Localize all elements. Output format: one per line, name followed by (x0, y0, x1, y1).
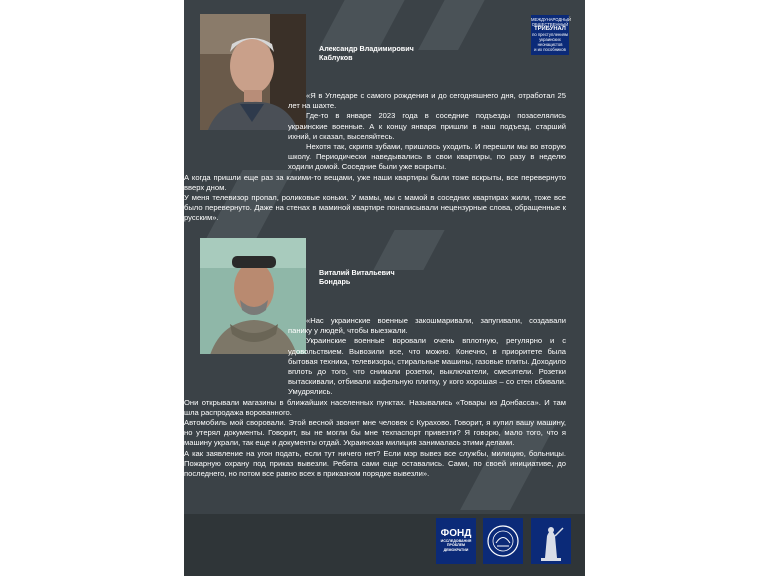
testimony-paragraph: Где-то в январе 2023 года в соседние подъезды позаселялись украинские военные. А к концу января пришли в наш подъезд, старший ихний, и сказал, выселяйтесь. (288, 111, 566, 141)
testimony-paragraph: А когда пришли еще раз за какими-то вещами, уже наши квартиры были тоже вскрыты, все перевернуто вверх дном. (184, 172, 566, 192)
person1-last-name: Каблуков (319, 53, 353, 62)
fond-logo (436, 518, 476, 564)
testimony-paragraph: Украинские военные воровали очень вплотную, регулярно и с удовольствием. Вывозили все, что можно. Конечно, в приоритете была бытовая техника, телевизоры, стиральные машины, газовые плиты. Доходило вплоть до того, что снимали розетки, выключатели, смесители. Розетки вытаскивали, отбивали кафельную плитку, у кого хорошая – со стен сбивали. Умудрялись. (288, 336, 566, 397)
tribunal-line: и их пособников (534, 47, 566, 52)
testimony-paragraph: «Я в Угледаре с самого рождения и до сегодняшнего дня, отработал 25 лет на шахте. (288, 91, 566, 111)
person1-first-name: Александр Владимирович (319, 44, 414, 53)
tribunal-line: МЕЖДУНАРОДНЫЙ (531, 17, 571, 22)
tribunal-line: украинских (539, 37, 561, 42)
tribunal-line: по преступлениям (532, 32, 568, 37)
footer-bar (184, 514, 585, 576)
decor-stripe (418, 0, 490, 50)
statue-emblem-icon (531, 518, 571, 564)
tribunal-title: ТРИБУНАЛ (534, 26, 566, 32)
person2-testimony (184, 316, 566, 479)
fond-line: ДЕМОКРАТИИ (443, 547, 469, 552)
person1-testimony (184, 91, 566, 224)
testimony-paragraph: «Нас украинские военные закошмаривали, запугивали, создавали панику у людей, чтобы выезжали. (288, 316, 566, 336)
testimony-paragraph: Автомобиль мой своровали. Этой весной звонит мне человек с Курахово. Говорит, я купил вашу машину, но утерял документы. Говорит, вы не могли бы мне техпаспорт привезти? Я говорю, мало того, что я машину украли, так еще и документы отдай. Украинская милиция занималась этими делами. (184, 418, 566, 448)
testimony-paragraph: А как заявление на угон подать, если тут ничего нет? Если мэр вывез все службы, милицию, больницы. Пожарную охрану под приказ вывезли. Ребята сами еще оставались. Сами, по своей инициативе, до последнего, но потом все равно всех в приказном порядке вывезли». (184, 448, 566, 479)
fond-line: ПРОБЛЕМ (446, 543, 466, 548)
circle-emblem-icon (483, 518, 523, 564)
tribunal-logo (531, 15, 569, 55)
tribunal-line: ОБЩЕСТВЕННЫЙ (531, 22, 569, 27)
decor-stripe (318, 0, 410, 50)
tribunal-line: неонацистов (537, 42, 563, 47)
decor-stripe (373, 230, 444, 270)
person2-name (319, 268, 395, 286)
testimony-paragraph: Нехотя так, скрипя зубами, пришлось уходить. И перешли мы во вторую школу. Периодически наведывались в свои квартиры, по разу в неделю ходили домой. Соседние были уже вскрыты. (288, 142, 566, 172)
person2-first-name: Виталий Витальевич (319, 268, 395, 277)
fond-line: ИССЛЕДОВАНИЯ (440, 539, 472, 543)
person2-last-name: Бондарь (319, 277, 351, 286)
document-page (184, 0, 585, 576)
person1-name (319, 44, 414, 62)
testimony-paragraph: Они открывали магазины в ближайших населенных пунктах. Назывались «Товары из Донбасса». И там шла распродажа ворованного. (184, 397, 566, 417)
testimony-paragraph: У меня телевизор пропал, роликовые коньки. У мамы, мы с мамой в соседних квартирах жили, тоже все было перевернуто. Даже на стенах в маминой квартире понаписывали нецензурные слова, обращенные к русским». (184, 193, 566, 223)
fond-title: ФОНД (440, 528, 472, 539)
